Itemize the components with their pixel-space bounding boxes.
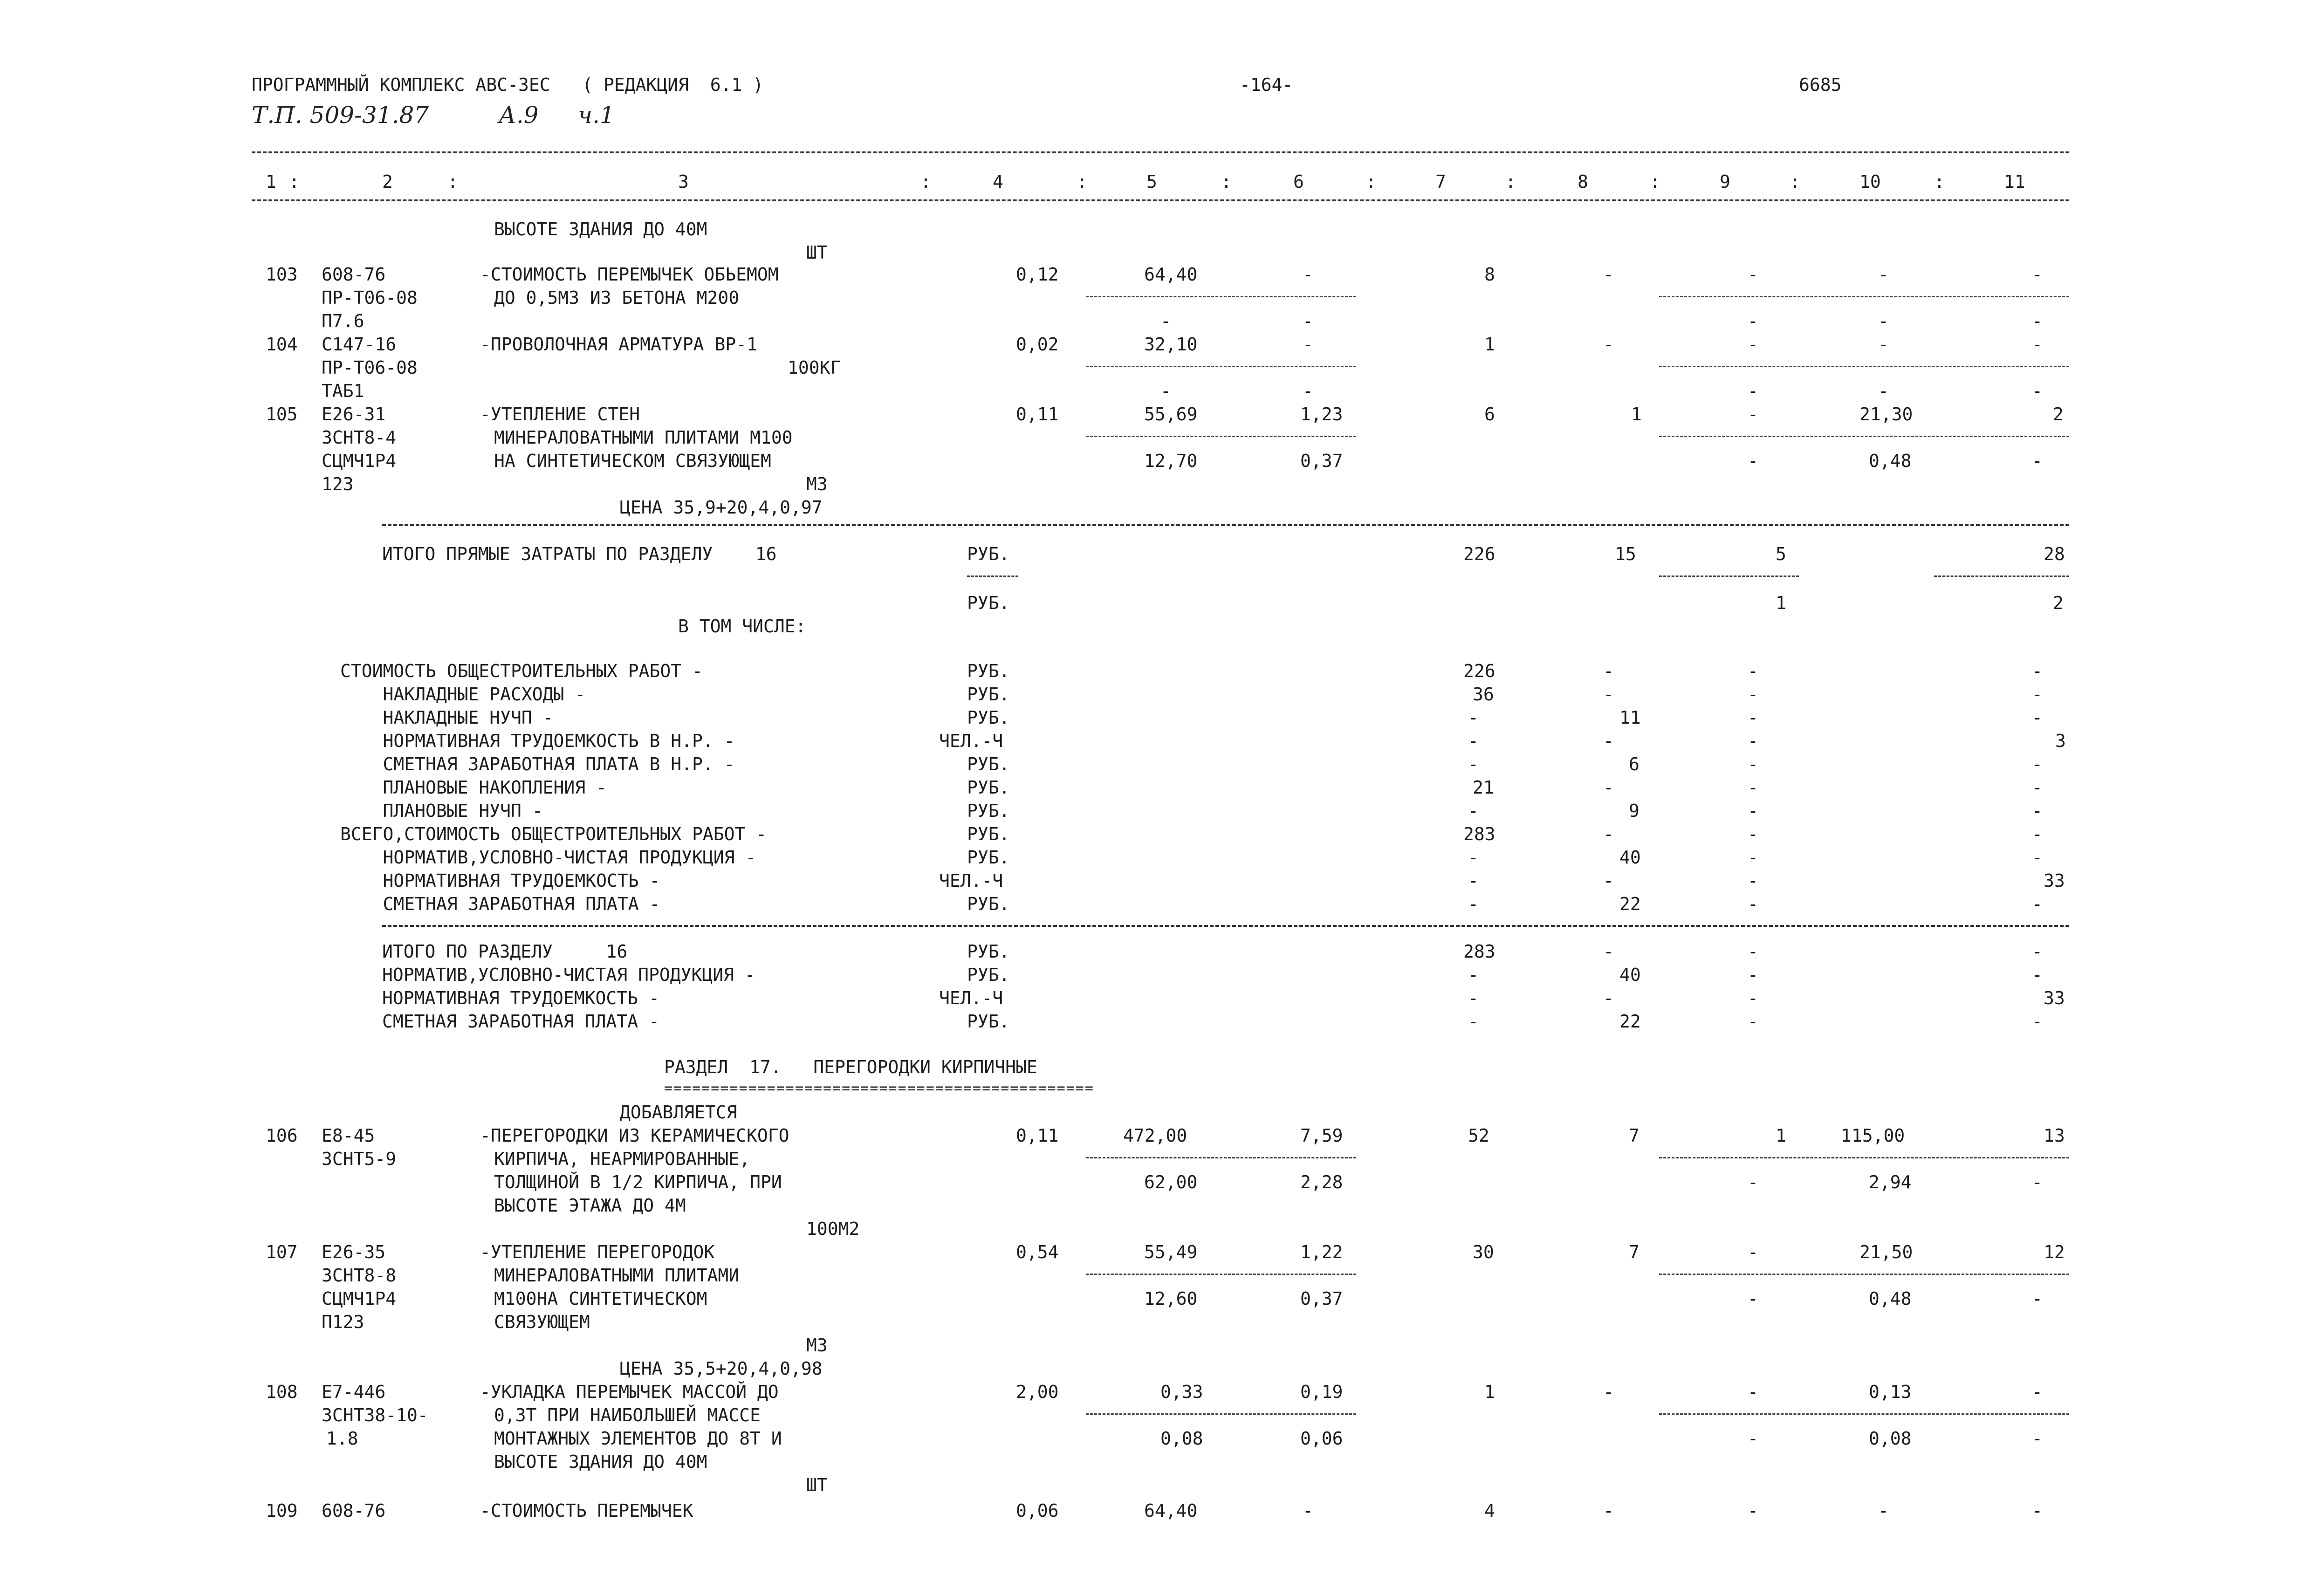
breakdown-c8: 11 — [1619, 707, 1641, 728]
cell-c6: 7,59 — [1300, 1125, 1343, 1146]
breakdown-c9: - — [1748, 661, 1758, 681]
row-description: СВЯЗУЮЩЕМ — [494, 1312, 590, 1332]
breakdown-c8: 40 — [1619, 847, 1641, 868]
including-heading: В ТОМ ЧИСЛЕ: — [678, 616, 806, 637]
breakdown-unit: РУБ. — [967, 847, 1010, 868]
cell-c6: 1,23 — [1300, 404, 1343, 425]
document-code: 6685 — [1799, 75, 1842, 95]
cell-c10-lower: 0,08 — [1869, 1428, 1912, 1449]
col-header-2: 2 — [382, 171, 393, 192]
row-description: -УТЕПЛЕНИЕ ПЕРЕГОРОДОК — [480, 1242, 715, 1262]
row-description: -ПРОВОЛОЧНАЯ АРМАТУРА ВР-1 — [480, 334, 757, 355]
col-header-8: 8 — [1578, 171, 1588, 192]
row-divider — [1659, 1274, 2069, 1275]
row-code: 3СНТ8-4 — [322, 427, 397, 448]
row-description: -УКЛАДКА ПЕРЕМЫЧЕК МАССОЙ ДО — [480, 1382, 779, 1402]
row-code: СЦМЧ1Р4 — [322, 1288, 397, 1309]
totals-divider — [1659, 575, 1799, 577]
col-sep: : — [1790, 171, 1800, 192]
col-sep: : — [1365, 171, 1376, 192]
cell-c11-lower: - — [2032, 1428, 2043, 1449]
cell-c5-lower: - — [1160, 381, 1171, 401]
breakdown-unit: ЧЕЛ.-Ч — [939, 731, 1003, 751]
col-sep: : — [1505, 171, 1516, 192]
breakdown-c9: - — [1748, 801, 1758, 821]
cell-c10: - — [1878, 264, 1889, 285]
totals-c11-lower: 2 — [2053, 593, 2064, 613]
breakdown-unit: РУБ. — [967, 894, 1010, 914]
row-description: МИНЕРАЛОВАТНЫМИ ПЛИТАМИ М100 — [494, 427, 793, 448]
cell-c4: 0,11 — [1016, 1125, 1059, 1146]
col-header-11: 11 — [2004, 171, 2025, 192]
breakdown-c11: - — [2032, 684, 2043, 705]
cell-c7: 1 — [1484, 334, 1495, 355]
row-number: 107 — [266, 1242, 298, 1262]
breakdown-c8: - — [1603, 684, 1614, 705]
section-total-unit: РУБ. — [967, 941, 1010, 962]
cell-c10: 115,00 — [1841, 1125, 1905, 1146]
cell-c6: - — [1303, 1500, 1313, 1521]
row-number: 108 — [266, 1382, 298, 1402]
col-sep: : — [447, 171, 458, 192]
cell-c7: 6 — [1484, 404, 1495, 425]
cell-c6-lower: 0,37 — [1300, 451, 1343, 471]
row-divider — [1659, 296, 2069, 297]
cell-c10: - — [1878, 334, 1889, 355]
breakdown-label: ПЛАНОВЫЕ НАКОПЛЕНИЯ - — [340, 777, 607, 798]
totals-label: ИТОГО ПРЯМЫЕ ЗАТРАТЫ ПО РАЗДЕЛУ 16 — [382, 544, 777, 564]
cell-c10-lower: - — [1878, 311, 1889, 331]
breakdown-c7: - — [1468, 731, 1479, 751]
program-title: ПРОГРАММНЫЙ КОМПЛЕКС АВС-3ЕС ( РЕДАКЦИЯ 6.1 ) — [252, 75, 764, 95]
breakdown-c9: - — [1748, 731, 1758, 751]
cell-c11-lower: - — [2032, 451, 2043, 471]
breakdown-c9: - — [1748, 894, 1758, 914]
breakdown-c8: - — [1603, 824, 1614, 844]
cell-c4: 0,02 — [1016, 334, 1059, 355]
cell-c6-lower: 2,28 — [1300, 1172, 1343, 1192]
row-description: ТОЛЩИНОЙ В 1/2 КИРПИЧА, ПРИ — [494, 1172, 782, 1192]
row-description: ВЫСОТЕ ЭТАЖА ДО 4М — [494, 1195, 686, 1216]
col-sep: : — [1934, 171, 1945, 192]
row-code: СЦМЧ1Р4 — [322, 451, 397, 471]
col-header-7: 7 — [1435, 171, 1446, 192]
cell-c7: 30 — [1473, 1242, 1494, 1262]
breakdown-c7: - — [1468, 707, 1479, 728]
totals-unit: РУБ. — [967, 593, 1010, 613]
row-unit: М3 — [806, 1335, 828, 1356]
cell-c9-lower: - — [1748, 381, 1758, 401]
cell-c4: 0,54 — [1016, 1242, 1059, 1262]
breakdown-unit: ЧЕЛ.-Ч — [939, 870, 1003, 891]
cell-c5: 64,40 — [1144, 1500, 1198, 1521]
row-divider — [1086, 366, 1356, 367]
row-description: 0,3Т ПРИ НАИБОЛЬШЕЙ МАССЕ — [494, 1405, 761, 1425]
cell-c9: - — [1748, 334, 1758, 355]
row-code: П7.6 — [322, 311, 364, 331]
cell-c9: - — [1748, 404, 1758, 425]
cell-c5-lower: - — [1160, 311, 1171, 331]
handwritten-project: Т.П. 509-31.87 — [252, 102, 429, 129]
cell-c8: 1 — [1631, 404, 1642, 425]
row-code: ПР-Т06-08 — [322, 288, 418, 308]
cell-c10-lower: 0,48 — [1869, 1288, 1912, 1309]
cell-c6: 1,22 — [1300, 1242, 1343, 1262]
breakdown-c8: - — [1603, 870, 1614, 891]
cell-c4: 0,06 — [1016, 1500, 1059, 1521]
cell-c8: - — [1603, 1500, 1614, 1521]
cell-c11: 2 — [2053, 404, 2064, 425]
cell-c7: 4 — [1484, 1500, 1495, 1521]
section-total-unit: РУБ. — [967, 1011, 1010, 1032]
row-unit: 100КГ — [788, 357, 841, 378]
row-divider — [1086, 296, 1356, 297]
row-description: КИРПИЧА, НЕАРМИРОВАННЫЕ, — [494, 1149, 750, 1169]
cell-c5-lower: 12,60 — [1144, 1288, 1198, 1309]
breakdown-c8: 22 — [1619, 894, 1641, 914]
col-header-1: 1 — [266, 171, 276, 192]
col-header-3: 3 — [678, 171, 689, 192]
cell-c8: - — [1603, 1382, 1614, 1402]
row-divider — [1659, 1413, 2069, 1415]
cell-c11-lower: - — [2032, 1172, 2043, 1192]
breakdown-label: СМЕТНАЯ ЗАРАБОТНАЯ ПЛАТА В Н.Р. - — [340, 754, 735, 774]
row-description: -УТЕПЛЕНИЕ СТЕН — [480, 404, 640, 425]
continued-line: ВЫСОТЕ ЗДАНИЯ ДО 40М — [494, 219, 707, 240]
cell-c7: 52 — [1468, 1125, 1489, 1146]
cell-c9: 1 — [1776, 1125, 1786, 1146]
breakdown-label: НОРМАТИВНАЯ ТРУДОЕМКОСТЬ - — [340, 870, 660, 891]
cell-c5: 55,69 — [1144, 404, 1198, 425]
cell-c5: 32,10 — [1144, 334, 1198, 355]
cell-c9: - — [1748, 264, 1758, 285]
section-total-c8: 40 — [1619, 965, 1641, 985]
handwritten-part: ч.1 — [578, 102, 615, 129]
cell-c11-lower: - — [2032, 1288, 2043, 1309]
row-code: Е26-31 — [322, 404, 386, 425]
cell-c9: - — [1748, 1382, 1758, 1402]
col-sep: : — [289, 171, 300, 192]
row-description: -СТОИМОСТЬ ПЕРЕМЫЧЕК ОБЬЕМОМ — [480, 264, 779, 285]
cell-c5-lower: 12,70 — [1144, 451, 1198, 471]
cell-c6-lower: 0,06 — [1300, 1428, 1343, 1449]
cell-c9-lower: - — [1748, 311, 1758, 331]
breakdown-unit: РУБ. — [967, 777, 1010, 798]
section-total-c7: - — [1468, 1011, 1479, 1032]
cell-c9: - — [1748, 1242, 1758, 1262]
row-unit: 100М2 — [806, 1219, 860, 1239]
breakdown-c7: - — [1468, 870, 1479, 891]
breakdown-c11: - — [2032, 801, 2043, 821]
col-header-10: 10 — [1859, 171, 1881, 192]
section-total-label: ИТОГО ПО РАЗДЕЛУ 16 — [382, 941, 628, 962]
row-code: 608-76 — [322, 264, 386, 285]
row-number: 109 — [266, 1500, 298, 1521]
breakdown-c7: - — [1468, 801, 1479, 821]
row-code: 3СНТ5-9 — [322, 1149, 397, 1169]
col-sep: : — [1077, 171, 1087, 192]
row-code: 3СНТ8-8 — [322, 1265, 397, 1286]
breakdown-c11: 3 — [2055, 731, 2066, 751]
breakdown-c9: - — [1748, 707, 1758, 728]
row-price: ЦЕНА 35,5+20,4,0,98 — [620, 1358, 823, 1379]
section-total-c11: - — [2032, 941, 2043, 962]
breakdown-c8: - — [1603, 661, 1614, 681]
cell-c5-lower: 62,00 — [1144, 1172, 1198, 1192]
row-code: Е26-35 — [322, 1242, 386, 1262]
section-total-c7: 283 — [1463, 941, 1496, 962]
breakdown-c11: - — [2032, 894, 2043, 914]
page-number: -164- — [1240, 75, 1293, 95]
row-divider — [1659, 1157, 2069, 1158]
cell-c7: 8 — [1484, 264, 1495, 285]
breakdown-c8: 9 — [1629, 801, 1640, 821]
totals-divider — [967, 575, 1018, 577]
cell-c11: - — [2032, 264, 2043, 285]
cell-c9-lower: - — [1748, 1172, 1758, 1192]
cell-c6: - — [1303, 264, 1313, 285]
cell-c9-lower: - — [1748, 451, 1758, 471]
col-sep: : — [1221, 171, 1232, 192]
section-total-c7: - — [1468, 965, 1479, 985]
cell-c10: 21,30 — [1859, 404, 1913, 425]
header-rule-bottom — [252, 199, 2069, 201]
breakdown-c11: - — [2032, 777, 2043, 798]
header-rule-top — [252, 151, 2069, 153]
section-total-label: СМЕТНАЯ ЗАРАБОТНАЯ ПЛАТА - — [382, 1011, 659, 1032]
row-divider — [1086, 1157, 1356, 1158]
row-code: ТАБ1 — [322, 381, 364, 401]
cell-c6-lower: 0,37 — [1300, 1288, 1343, 1309]
cell-c7: 1 — [1484, 1382, 1495, 1402]
cell-c6-lower: - — [1303, 311, 1313, 331]
totals-c9: 5 — [1776, 544, 1786, 564]
breakdown-label: ПЛАНОВЫЕ НУЧП - — [340, 801, 543, 821]
row-code: 1.8 — [326, 1428, 358, 1449]
breakdown-c7: - — [1468, 847, 1479, 868]
totals-c11: 28 — [2044, 544, 2065, 564]
breakdown-c9: - — [1748, 824, 1758, 844]
cell-c11-lower: - — [2032, 381, 2043, 401]
row-description: МОНТАЖНЫХ ЭЛЕМЕНТОВ ДО 8Т И — [494, 1428, 782, 1449]
cell-c4: 0,12 — [1016, 264, 1059, 285]
section-17-title: РАЗДЕЛ 17. ПЕРЕГОРОДКИ КИРПИЧНЫЕ — [664, 1057, 1037, 1077]
row-description: МИНЕРАЛОВАТНЫМИ ПЛИТАМИ — [494, 1265, 740, 1286]
cell-c5: 472,00 — [1123, 1125, 1187, 1146]
row-description: ДО 0,5М3 ИЗ БЕТОНА М200 — [494, 288, 740, 308]
row-number: 103 — [266, 264, 298, 285]
breakdown-c7: 36 — [1473, 684, 1494, 705]
cell-c9: - — [1748, 1500, 1758, 1521]
cell-c8: 7 — [1629, 1125, 1640, 1146]
added-heading: ДОБАВЛЯЕТСЯ — [620, 1102, 737, 1123]
section-total-c9: - — [1748, 988, 1758, 1008]
breakdown-c9: - — [1748, 777, 1758, 798]
row-divider — [1086, 1274, 1356, 1275]
section-total-c11: 33 — [2044, 988, 2065, 1008]
row-unit: ШТ — [806, 1475, 828, 1495]
breakdown-label: НОРМАТИВНАЯ ТРУДОЕМКОСТЬ В Н.Р. - — [340, 731, 735, 751]
breakdown-c7: - — [1468, 754, 1479, 774]
cell-c6-lower: - — [1303, 381, 1313, 401]
cell-c8: - — [1603, 264, 1614, 285]
row-code: П123 — [322, 1312, 364, 1332]
breakdown-c7: 226 — [1463, 661, 1496, 681]
section-total-c8: - — [1603, 941, 1614, 962]
breakdown-c9: - — [1748, 684, 1758, 705]
cell-c4: 0,11 — [1016, 404, 1059, 425]
totals-unit: РУБ. — [967, 544, 1010, 564]
section-total-c9: - — [1748, 941, 1758, 962]
row-divider — [1086, 1413, 1356, 1415]
section-total-c11: - — [2032, 1011, 2043, 1032]
breakdown-c9: - — [1748, 847, 1758, 868]
section-total-c7: - — [1468, 988, 1479, 1008]
row-unit: М3 — [806, 474, 828, 494]
col-sep: : — [920, 171, 931, 192]
row-number: 106 — [266, 1125, 298, 1146]
breakdown-unit: РУБ. — [967, 824, 1010, 844]
cell-c10-lower: 0,48 — [1869, 451, 1912, 471]
section-total-unit: РУБ. — [967, 965, 1010, 985]
breakdown-c8: 6 — [1629, 754, 1640, 774]
cell-c9-lower: - — [1748, 1428, 1758, 1449]
row-description: ВЫСОТЕ ЗДАНИЯ ДО 40М — [494, 1452, 707, 1472]
section-total-c8: - — [1603, 988, 1614, 1008]
section-total-c9: - — [1748, 1011, 1758, 1032]
breakdown-unit: РУБ. — [967, 684, 1010, 705]
totals-c8: 15 — [1615, 544, 1636, 564]
breakdown-c11: - — [2032, 707, 2043, 728]
row-code: С147-16 — [322, 334, 397, 355]
section-total-label: НОРМАТИВ,УСЛОВНО-ЧИСТАЯ ПРОДУКЦИЯ - — [382, 965, 755, 985]
col-sep: : — [1650, 171, 1660, 192]
col-header-5: 5 — [1146, 171, 1157, 192]
row-number: 104 — [266, 334, 298, 355]
cell-c4: 2,00 — [1016, 1382, 1059, 1402]
cell-c8: - — [1603, 334, 1614, 355]
cell-c5-lower: 0,08 — [1160, 1428, 1203, 1449]
col-header-6: 6 — [1293, 171, 1304, 192]
section-total-c11: - — [2032, 965, 2043, 985]
section-rule — [382, 925, 2069, 927]
row-divider — [1659, 366, 2069, 367]
row-code: 608-76 — [322, 1500, 386, 1521]
row-code: 123 — [322, 474, 354, 494]
cell-c11: - — [2032, 334, 2043, 355]
cell-c11-lower: - — [2032, 311, 2043, 331]
row-code: Е7-446 — [322, 1382, 386, 1402]
breakdown-c8: - — [1603, 731, 1614, 751]
section-total-label: НОРМАТИВНАЯ ТРУДОЕМКОСТЬ - — [382, 988, 659, 1008]
cell-c6: - — [1303, 334, 1313, 355]
breakdown-unit: РУБ. — [967, 801, 1010, 821]
cell-c5: 55,49 — [1144, 1242, 1198, 1262]
row-price: ЦЕНА 35,9+20,4,0,97 — [620, 497, 823, 518]
continued-unit: ШТ — [806, 242, 828, 263]
section-total-c9: - — [1748, 965, 1758, 985]
row-divider — [1659, 436, 2069, 437]
breakdown-unit: РУБ. — [967, 661, 1010, 681]
col-header-9: 9 — [1720, 171, 1730, 192]
breakdown-c11: - — [2032, 847, 2043, 868]
cell-c10: - — [1878, 1500, 1889, 1521]
cell-c11: - — [2032, 1382, 2043, 1402]
cell-c8: 7 — [1629, 1242, 1640, 1262]
breakdown-c8: - — [1603, 777, 1614, 798]
breakdown-unit: РУБ. — [967, 707, 1010, 728]
breakdown-c9: - — [1748, 754, 1758, 774]
totals-c7: 226 — [1463, 544, 1496, 564]
section-total-unit: ЧЕЛ.-Ч — [939, 988, 1003, 1008]
totals-divider — [1934, 575, 2069, 577]
section-rule — [382, 524, 2069, 526]
cell-c10: 0,13 — [1869, 1382, 1912, 1402]
row-code: Е8-45 — [322, 1125, 375, 1146]
row-description: НА СИНТЕТИЧЕСКОМ СВЯЗУЮЩЕМ — [494, 451, 771, 471]
breakdown-label: СТОИМОСТЬ ОБЩЕСТРОИТЕЛЬНЫХ РАБОТ - — [340, 661, 703, 681]
row-divider — [1086, 436, 1356, 437]
breakdown-label: СМЕТНАЯ ЗАРАБОТНАЯ ПЛАТА - — [340, 894, 660, 914]
cell-c9-lower: - — [1748, 1288, 1758, 1309]
row-description: -ПЕРЕГОРОДКИ ИЗ КЕРАМИЧЕСКОГО — [480, 1125, 789, 1146]
section-17-underline: ============================================== — [664, 1080, 1094, 1096]
handwritten-album: А.9 — [499, 102, 539, 129]
row-description: -СТОИМОСТЬ ПЕРЕМЫЧЕК — [480, 1500, 693, 1521]
row-number: 105 — [266, 404, 298, 425]
cell-c11: - — [2032, 1500, 2043, 1521]
cell-c10: 21,50 — [1859, 1242, 1913, 1262]
breakdown-c11: - — [2032, 754, 2043, 774]
cell-c10-lower: - — [1878, 381, 1889, 401]
breakdown-c11: 33 — [2044, 870, 2065, 891]
row-code: ПР-Т06-08 — [322, 357, 418, 378]
cell-c5: 0,33 — [1160, 1382, 1203, 1402]
cell-c10-lower: 2,94 — [1869, 1172, 1912, 1192]
row-code: 3СНТ38-10- — [322, 1405, 428, 1425]
cell-c11: 13 — [2044, 1125, 2065, 1146]
cell-c11: 12 — [2044, 1242, 2065, 1262]
breakdown-label: ВСЕГО,СТОИМОСТЬ ОБЩЕСТРОИТЕЛЬНЫХ РАБОТ - — [340, 824, 767, 844]
breakdown-c7: 283 — [1463, 824, 1496, 844]
breakdown-c11: - — [2032, 824, 2043, 844]
cell-c6: 0,19 — [1300, 1382, 1343, 1402]
breakdown-label: НАКЛАДНЫЕ НУЧП - — [340, 707, 554, 728]
row-description: М100НА СИНТЕТИЧЕСКОМ — [494, 1288, 707, 1309]
breakdown-c11: - — [2032, 661, 2043, 681]
totals-c9-lower: 1 — [1776, 593, 1786, 613]
cell-c5: 64,40 — [1144, 264, 1198, 285]
breakdown-c7: - — [1468, 894, 1479, 914]
breakdown-label: НОРМАТИВ,УСЛОВНО-ЧИСТАЯ ПРОДУКЦИЯ - — [340, 847, 756, 868]
col-header-4: 4 — [993, 171, 1003, 192]
breakdown-c7: 21 — [1473, 777, 1494, 798]
breakdown-unit: РУБ. — [967, 754, 1010, 774]
breakdown-c9: - — [1748, 870, 1758, 891]
section-total-c8: 22 — [1619, 1011, 1641, 1032]
breakdown-label: НАКЛАДНЫЕ РАСХОДЫ - — [340, 684, 586, 705]
